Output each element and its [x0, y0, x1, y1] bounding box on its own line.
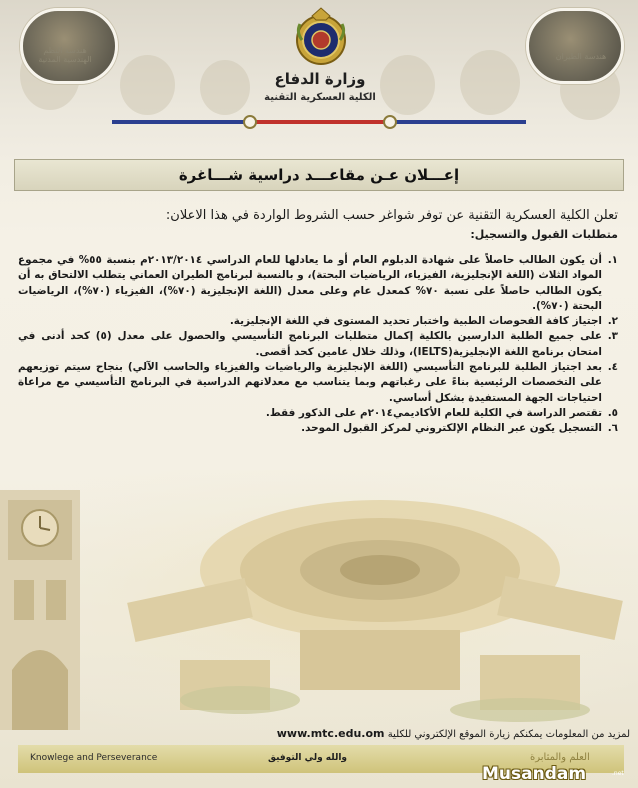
right-photo: [526, 8, 624, 84]
requirement-number: ٢.: [607, 315, 618, 328]
header-rule-dot: [383, 115, 397, 129]
watermark-arabic: العلم والمثابرة: [530, 752, 590, 763]
header-rule-blue: [112, 120, 248, 124]
requirement-text: بعد اجتياز الطلبة للبرنامج التأسيسي (اللغة الإنجليزية والرياضيات والفيزياء والحاسب الآلي) بنجاح سيتم توزيعهم على التخصصات الرئيسية بناءً على رغباتهم وبما يتناسب مع معدلاتهم الدراسية في البرنامج التأسيسي مع مراعاة احتياجات الجهة المستفيدة بشكل أساسي.: [18, 361, 602, 404]
intro-text: تعلن الكلية العسكرية التقنية عن توفر شواغر حسب الشروط الواردة في هذا الاعلان:: [165, 208, 618, 223]
requirement-number: ٦.: [607, 422, 618, 435]
requirement-number: ٣.: [607, 330, 618, 343]
campus-illustration: [0, 470, 638, 730]
requirement-number: ٤.: [607, 361, 618, 374]
crowd-silhouette: [460, 50, 520, 115]
motto-english: Knowlege and Perseverance: [30, 753, 158, 763]
more-info-text: لمزيد من المعلومات يمكنكم زيارة الموقع الإلكتروني للكلية: [387, 729, 630, 740]
requirement-number: ١.: [607, 254, 618, 266]
requirement-text: على جميع الطلبة الدارسين بالكلية إكمال متطلبات البرنامج التأسيسي والحصول على معدل (٥) كحد أدنى في امتحان برنامج اللغة الإنجليزية(IELTS)، وذلك خلال عامين كحد أقصى.: [18, 330, 602, 358]
requirement-text: التسجيل يكون عبر النظام الإلكتروني لمركز القبول الموحد.: [301, 422, 602, 435]
requirement-item: [18, 329, 618, 360]
crowd-silhouette: [120, 55, 175, 115]
left-photo-caption: هندسة النظم الهندسية المدنية: [38, 46, 92, 64]
ministry-emblem-icon: [290, 6, 352, 68]
watermark-suffix: .net: [612, 770, 624, 777]
website-link[interactable]: www.mtc.edu.om: [276, 727, 385, 740]
requirement-item: [18, 406, 618, 421]
requirement-text: أن يكون الطالب حاصلاً على شهادة الدبلوم العام أو ما يعادلها للعام الدراسي ٢٠١٣/٢٠١٤م بنسبة ٥٥% في مجموع المواد الثلاث (اللغة الإنجليزية، الفيزياء، الرياضيات البحتة)، و بالنسبة لبرنامج الطيران العماني يتطلب الالتحاق به أن يكون الطالب حاصلاً على نسبة ٧٠% كمعدل عام وعلى معدل (اللغة الإنجليزية (٧٠%)، الفيزياء (٧٠%)، الرياضيات البحتة (٧٠%).: [18, 254, 602, 312]
header-rule-dot: [243, 115, 257, 129]
requirement-text: تقتصر الدراسة في الكلية للعام الأكاديمي٢٠١٤م على الذكور فقط.: [265, 406, 602, 419]
requirements-heading: متطلبات القبول والتسجيل:: [470, 228, 618, 241]
motto-arabic: والله ولي التوفيق: [268, 753, 347, 763]
right-photo-caption: هندسة الطيران: [555, 52, 607, 61]
requirement-number: ٥.: [607, 406, 618, 419]
header-rule-blue: [394, 120, 526, 124]
requirement-item: [18, 421, 618, 436]
more-info-line: [20, 727, 630, 740]
college-name: الكلية العسكرية التقنية: [264, 92, 376, 103]
requirement-item: [18, 314, 618, 329]
ministry-name: وزارة الدفاع: [274, 70, 366, 88]
requirement-text: اجتياز كافة الفحوصات الطبية واختبار تحديد المستوى في اللغة الإنجليزية.: [229, 315, 602, 328]
announcement-title: إعـــلان عـن مقاعـــد دراسية شـــاغرة: [178, 166, 460, 184]
header-rule-red: [252, 120, 390, 124]
announcement-body: [18, 206, 618, 437]
requirement-item: [18, 360, 618, 406]
watermark-logo: Musandam: [482, 764, 587, 784]
requirements-list: [18, 253, 618, 437]
requirement-item: [18, 253, 618, 314]
announcement-title-bar: [14, 159, 624, 191]
